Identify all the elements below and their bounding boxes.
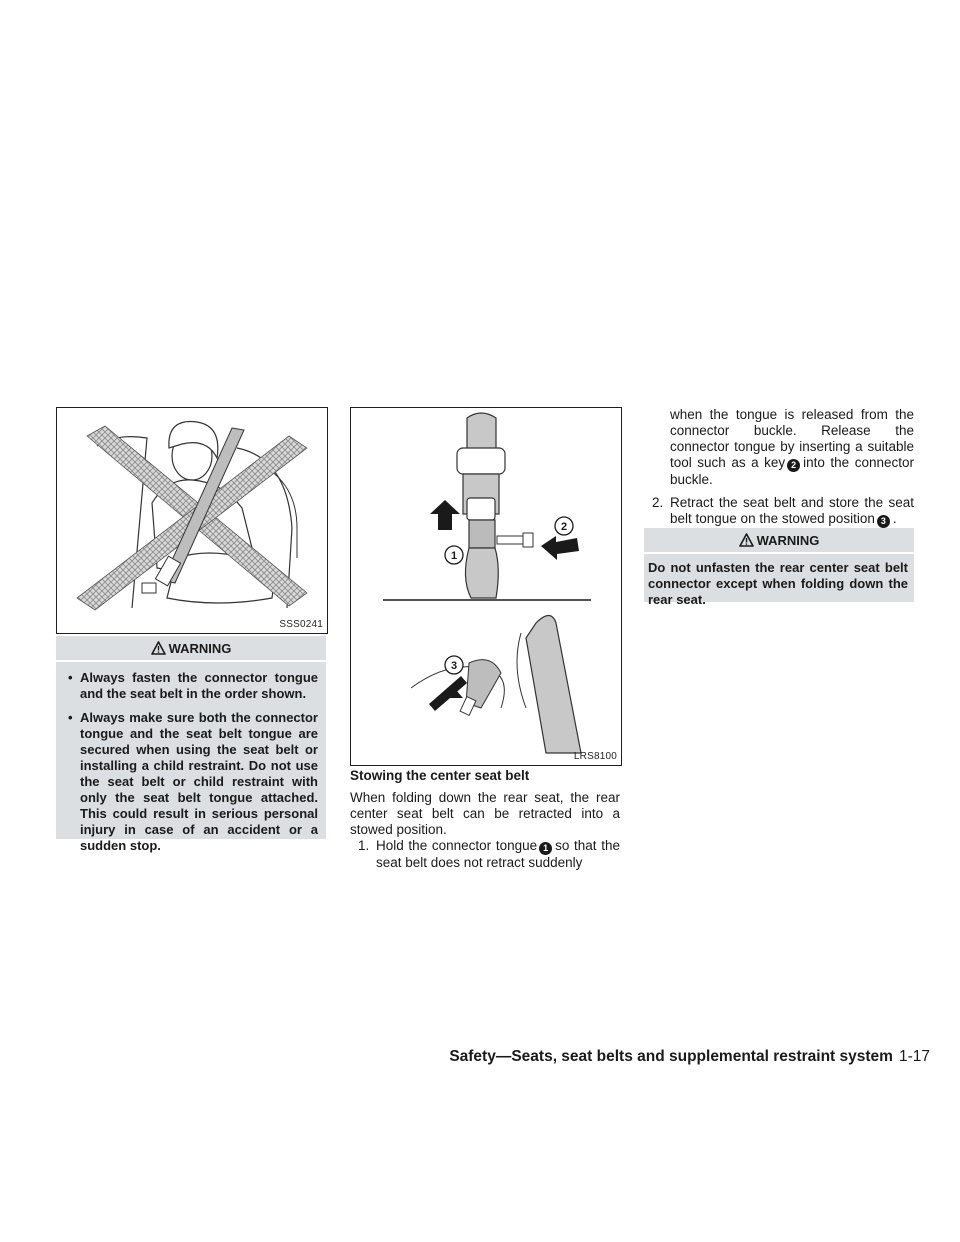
section-intro: When folding down the rear seat, the rear center seat belt can be retracted into a stowed position. xyxy=(350,790,620,837)
step-2-text-b: . xyxy=(892,511,897,526)
step-number: 1. xyxy=(358,838,370,853)
step-1-continued xyxy=(652,407,914,488)
section-heading: Stowing the center seat belt xyxy=(350,768,530,783)
section-text-col3 xyxy=(644,407,914,528)
step-1-text-b: so that the seat belt does not retract suddenly xyxy=(376,838,620,870)
figure-code: SSS0241 xyxy=(279,619,323,630)
warning-header xyxy=(644,528,914,554)
warning-box-2 xyxy=(644,528,914,607)
warning-box xyxy=(56,636,326,853)
warning-triangle-icon xyxy=(151,641,166,655)
warning-title: WARNING xyxy=(756,532,820,548)
figure-wrong-belt-usage xyxy=(56,407,328,634)
stowing-illustration xyxy=(351,408,621,765)
callout-3: 3 xyxy=(450,660,458,672)
warning-body xyxy=(644,554,914,614)
wrong-usage-illustration xyxy=(57,408,327,633)
step-2-text-a: Retract the seat belt and store the seat belt tongue on the stowed position xyxy=(670,495,914,526)
warning-header xyxy=(56,636,326,662)
warning-text: Do not unfasten the rear center seat belt connector except when folding down the rear seat. xyxy=(648,560,908,607)
page-footer xyxy=(430,1048,930,1066)
warning-triangle-icon xyxy=(739,533,754,547)
warning-title: WARNING xyxy=(168,640,232,656)
callout-ref-3: 3 xyxy=(877,515,890,528)
figure-code: LRS8100 xyxy=(573,751,617,762)
warning-body xyxy=(56,662,326,862)
step-number: 2. xyxy=(652,495,664,510)
figure-stowing-belt xyxy=(350,407,622,766)
callout-2: 2 xyxy=(560,521,568,533)
page-number: 1-17 xyxy=(898,1048,930,1065)
warning-item: • Always fasten the connector tongue and the seat belt in the order shown. xyxy=(66,670,318,702)
step-1 xyxy=(358,838,620,871)
warning-item: • Always make sure both the connector tongue and the seat belt tongue are secured when using the seat belt or installing a child restraint. Do not use the seat belt or child restraint with only the seat belt tongue attached. This could result in serious personal injury in case of an accident or a sudden stop. xyxy=(66,710,318,854)
callout-1: 1 xyxy=(450,550,458,562)
step-2 xyxy=(652,495,914,528)
step-1-text-c: when the tongue is released from the connector buckle. Release the connector tongue by inserting a suitable tool such as a key xyxy=(670,407,914,470)
section-text-col2 xyxy=(350,768,620,871)
step-1-text-d: into the connector buckle. xyxy=(670,455,914,487)
footer-title: Safety—Seats, seat belts and supplemental restraint system xyxy=(449,1048,893,1065)
callout-ref-1: 1 xyxy=(539,842,552,855)
callout-ref-2: 2 xyxy=(787,459,800,472)
step-1-text-a: Hold the connector tongue xyxy=(376,838,538,853)
